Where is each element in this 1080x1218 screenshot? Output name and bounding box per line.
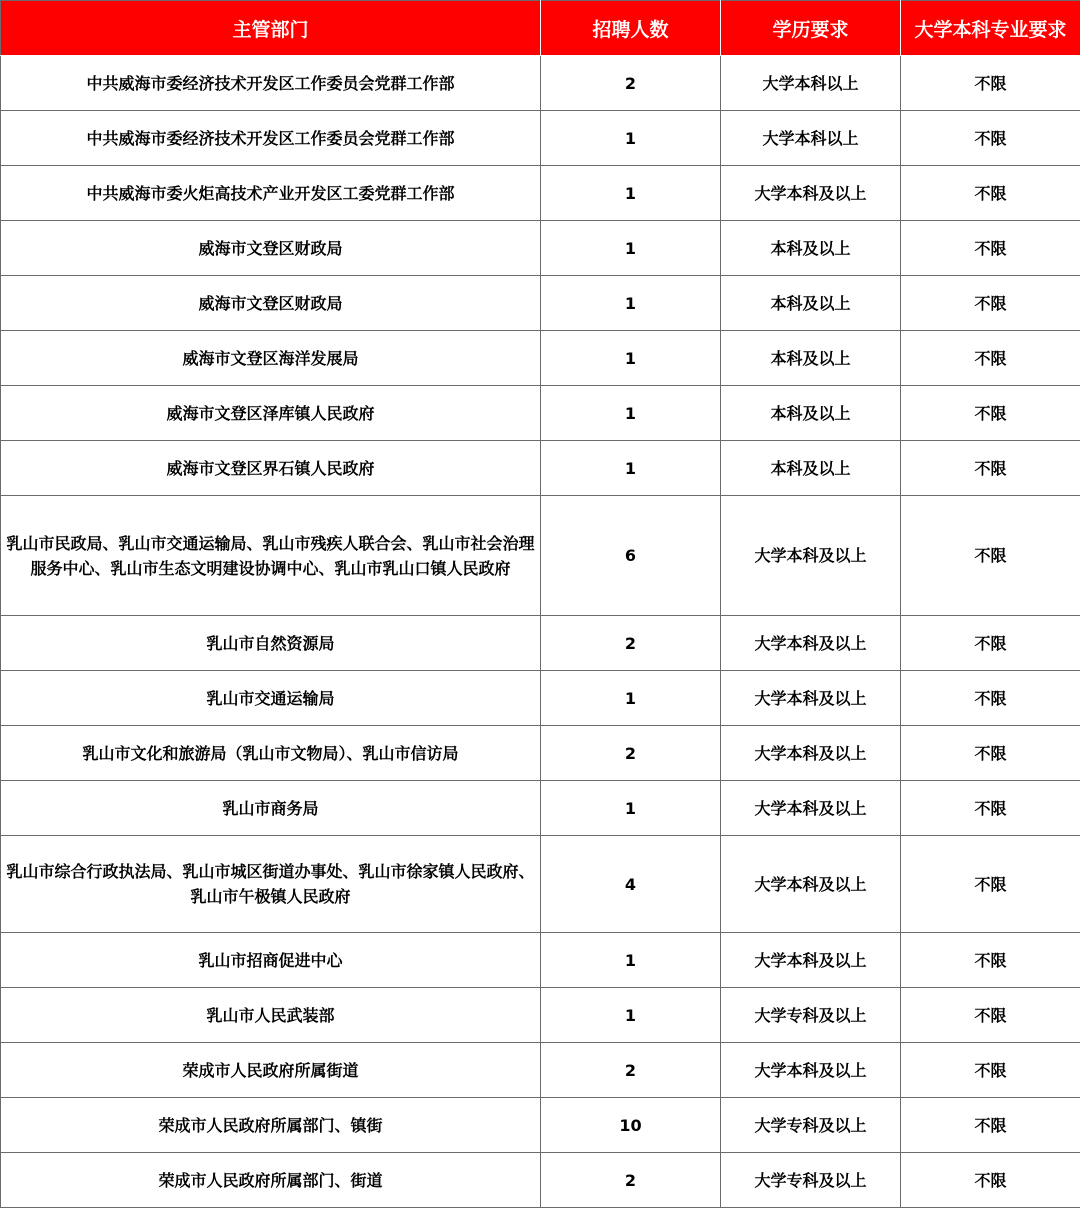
cell-major: 不限: [901, 1098, 1080, 1153]
cell-education: 本科及以上: [721, 276, 901, 331]
cell-count: 6: [541, 496, 721, 616]
cell-education: 大学本科及以上: [721, 166, 901, 221]
cell-major: 不限: [901, 616, 1080, 671]
cell-education: 大学专科及以上: [721, 988, 901, 1043]
cell-department: 威海市文登区财政局: [1, 221, 541, 276]
header-row: [1, 1, 1080, 56]
table-row: [1, 496, 1080, 616]
cell-education: 大学本科及以上: [721, 726, 901, 781]
table-row: [1, 616, 1080, 671]
cell-education: 大学本科及以上: [721, 1043, 901, 1098]
cell-department: 威海市文登区海洋发展局: [1, 331, 541, 386]
cell-count: 1: [541, 331, 721, 386]
table-row: [1, 56, 1080, 111]
cell-department: 乳山市自然资源局: [1, 616, 541, 671]
cell-major: 不限: [901, 496, 1080, 616]
cell-department: 乳山市文化和旅游局（乳山市文物局）、乳山市信访局: [1, 726, 541, 781]
header-education: 学历要求: [721, 1, 901, 56]
cell-major: 不限: [901, 836, 1080, 933]
cell-count: 1: [541, 386, 721, 441]
cell-education: 大学本科以上: [721, 56, 901, 111]
cell-department: 荣成市人民政府所属部门、街道: [1, 1153, 541, 1208]
table-row: [1, 111, 1080, 166]
cell-count: 4: [541, 836, 721, 933]
cell-education: 本科及以上: [721, 331, 901, 386]
table-row: [1, 726, 1080, 781]
cell-count: 2: [541, 56, 721, 111]
cell-education: 大学本科及以上: [721, 781, 901, 836]
cell-major: 不限: [901, 276, 1080, 331]
table-header: [1, 1, 1080, 56]
cell-major: 不限: [901, 671, 1080, 726]
cell-department: 乳山市民政局、乳山市交通运输局、乳山市残疾人联合会、乳山市社会治理服务中心、乳山市生态文明建设协调中心、乳山市乳山口镇人民政府: [1, 496, 541, 616]
table-row: [1, 671, 1080, 726]
header-department: 主管部门: [1, 1, 541, 56]
cell-count: 1: [541, 111, 721, 166]
cell-count: 1: [541, 671, 721, 726]
cell-count: 1: [541, 276, 721, 331]
table-row: [1, 166, 1080, 221]
table-row: [1, 276, 1080, 331]
cell-major: 不限: [901, 726, 1080, 781]
cell-department: 乳山市人民武装部: [1, 988, 541, 1043]
cell-education: 本科及以上: [721, 441, 901, 496]
cell-major: 不限: [901, 441, 1080, 496]
table-row: [1, 988, 1080, 1043]
cell-count: 1: [541, 441, 721, 496]
cell-major: 不限: [901, 56, 1080, 111]
cell-major: 不限: [901, 386, 1080, 441]
table-row: [1, 221, 1080, 276]
table-row: [1, 331, 1080, 386]
cell-education: 本科及以上: [721, 221, 901, 276]
cell-count: 2: [541, 726, 721, 781]
cell-education: 大学本科及以上: [721, 616, 901, 671]
cell-department: 中共威海市委经济技术开发区工作委员会党群工作部: [1, 56, 541, 111]
cell-major: 不限: [901, 331, 1080, 386]
cell-department: 中共威海市委火炬高技术产业开发区工委党群工作部: [1, 166, 541, 221]
table-row: [1, 836, 1080, 933]
header-count: 招聘人数: [541, 1, 721, 56]
cell-department: 乳山市交通运输局: [1, 671, 541, 726]
cell-count: 1: [541, 221, 721, 276]
cell-education: 大学本科以上: [721, 111, 901, 166]
cell-count: 2: [541, 616, 721, 671]
cell-count: 10: [541, 1098, 721, 1153]
cell-education: 大学本科及以上: [721, 671, 901, 726]
cell-count: 2: [541, 1153, 721, 1208]
cell-count: 1: [541, 781, 721, 836]
cell-major: 不限: [901, 166, 1080, 221]
cell-department: 荣成市人民政府所属部门、镇街: [1, 1098, 541, 1153]
cell-education: 本科及以上: [721, 386, 901, 441]
cell-department: 荣成市人民政府所属街道: [1, 1043, 541, 1098]
table-row: [1, 441, 1080, 496]
cell-major: 不限: [901, 781, 1080, 836]
cell-department: 乳山市综合行政执法局、乳山市城区街道办事处、乳山市徐家镇人民政府、乳山市午极镇人民政府: [1, 836, 541, 933]
table-row: [1, 1153, 1080, 1208]
cell-major: 不限: [901, 933, 1080, 988]
cell-major: 不限: [901, 1153, 1080, 1208]
table-row: [1, 1098, 1080, 1153]
cell-count: 1: [541, 166, 721, 221]
cell-education: 大学专科及以上: [721, 1098, 901, 1153]
cell-education: 大学本科及以上: [721, 836, 901, 933]
cell-department: 威海市文登区泽库镇人民政府: [1, 386, 541, 441]
cell-education: 大学本科及以上: [721, 933, 901, 988]
table-row: [1, 386, 1080, 441]
cell-department: 威海市文登区财政局: [1, 276, 541, 331]
cell-count: 1: [541, 933, 721, 988]
cell-department: 中共威海市委经济技术开发区工作委员会党群工作部: [1, 111, 541, 166]
cell-count: 1: [541, 988, 721, 1043]
cell-department: 乳山市商务局: [1, 781, 541, 836]
table-row: [1, 781, 1080, 836]
cell-major: 不限: [901, 221, 1080, 276]
cell-education: 大学专科及以上: [721, 1153, 901, 1208]
cell-major: 不限: [901, 988, 1080, 1043]
header-major: 大学本科专业要求: [901, 1, 1080, 56]
table-body: [1, 56, 1080, 1208]
cell-major: 不限: [901, 1043, 1080, 1098]
cell-department: 乳山市招商促进中心: [1, 933, 541, 988]
cell-education: 大学本科及以上: [721, 496, 901, 616]
cell-department: 威海市文登区界石镇人民政府: [1, 441, 541, 496]
table-row: [1, 1043, 1080, 1098]
cell-major: 不限: [901, 111, 1080, 166]
cell-count: 2: [541, 1043, 721, 1098]
table-row: [1, 933, 1080, 988]
